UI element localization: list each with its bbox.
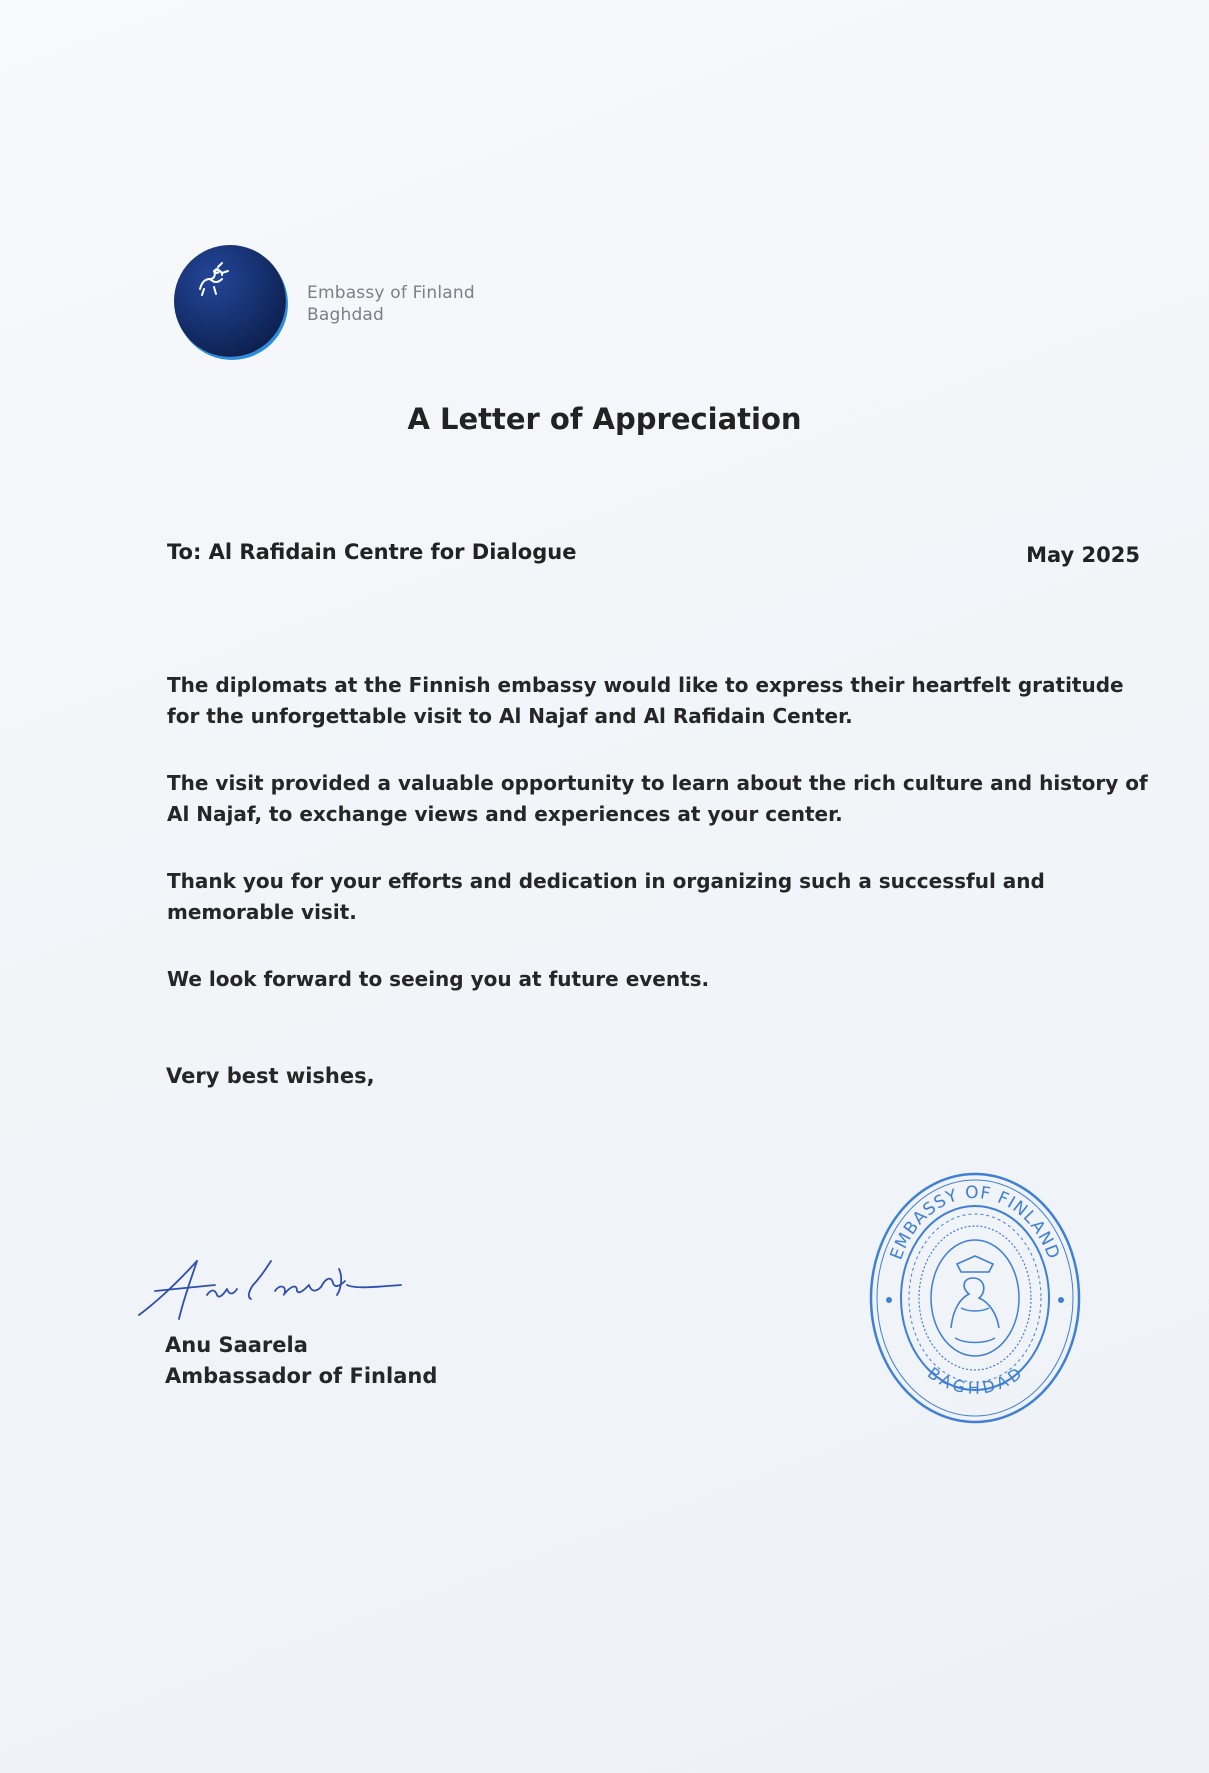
closing-salutation: Very best wishes, (166, 1064, 375, 1088)
recipient-line: To: Al Rafidain Centre for Dialogue (167, 540, 577, 564)
embassy-seal-stamp (865, 1168, 1085, 1428)
svg-text:BAGHDAD (924, 1363, 1026, 1397)
body-paragraph: The diplomats at the Finnish embassy would like to express their heartfelt gratitude for the unforgettable visit to Al Najaf and Al Rafidain Center. (167, 673, 1124, 728)
embassy-name-line1: Embassy of Finland (307, 283, 475, 303)
embassy-name (307, 282, 475, 326)
stamp-top-text: EMBASSY OF FINLAND (886, 1182, 1064, 1263)
body-paragraph: We look forward to seeing you at future events. (167, 967, 710, 991)
embassy-logo (174, 245, 286, 357)
letter-body (167, 670, 1152, 1031)
body-paragraph: The visit provided a valuable opportunity to learn about the rich culture and history of Al Najaf, to exchange views and experiences at your center. (167, 771, 1148, 826)
embassy-name-line2: Baghdad (307, 305, 385, 325)
svg-text:EMBASSY OF FINLAND (887, 1183, 1064, 1263)
stamp-bottom-text: BAGHDAD (923, 1363, 1026, 1398)
letter-date: May 2025 (1026, 543, 1140, 567)
body-paragraph: Thank you for your efforts and dedication in organizing such a successful and memorable visit. (167, 869, 1045, 924)
handwritten-signature (135, 1255, 445, 1335)
letter-title: A Letter of Appreciation (407, 402, 802, 436)
signer-title: Ambassador of Finland (165, 1364, 438, 1388)
signer-name: Anu Saarela (165, 1333, 308, 1357)
lion-crest-icon (192, 259, 232, 299)
